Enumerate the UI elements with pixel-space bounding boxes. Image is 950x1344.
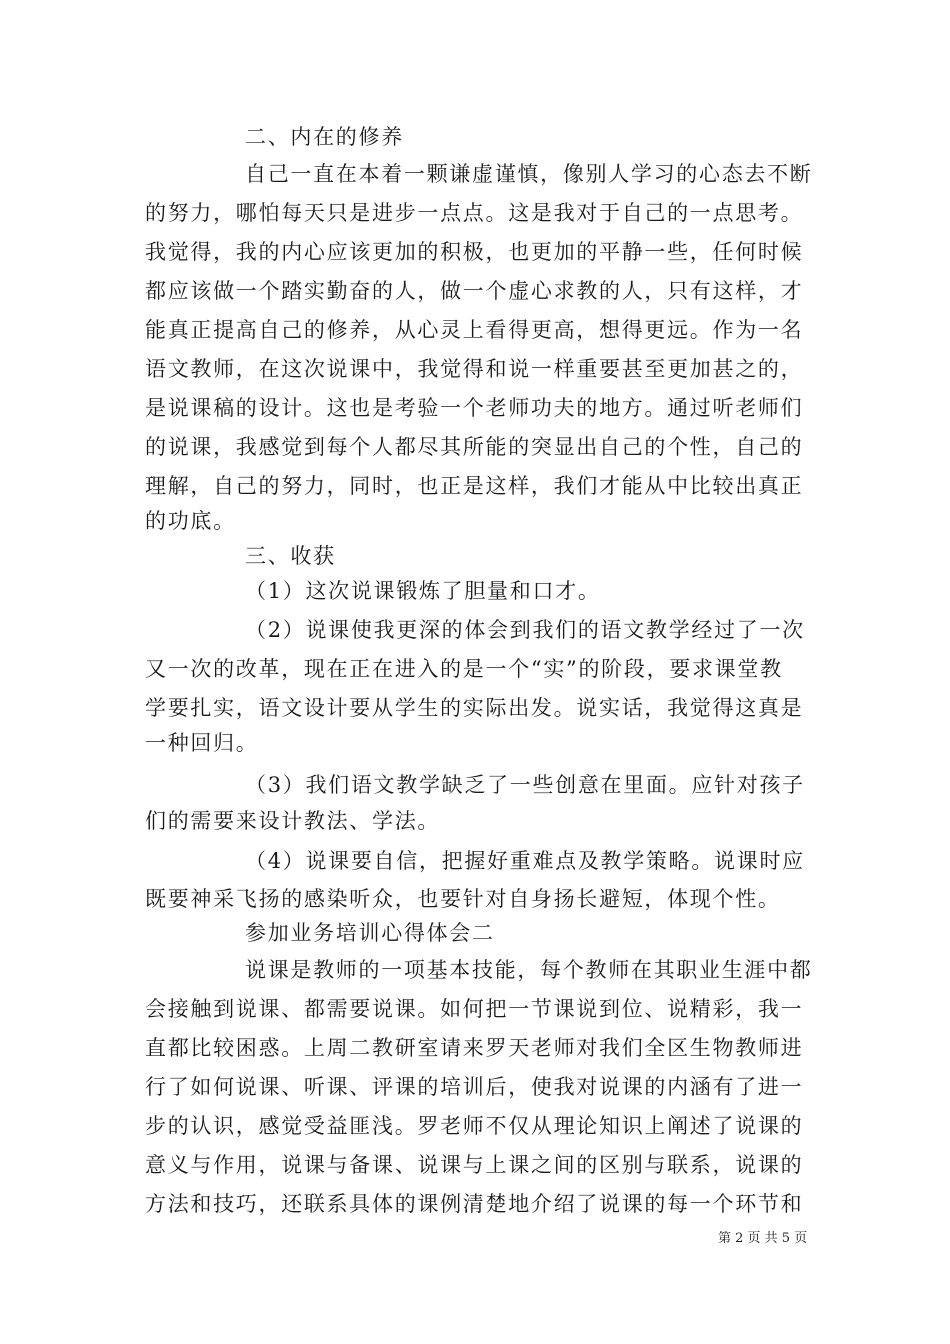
paragraph-line: 步的认识，感觉受益匪浅。罗老师不仅从理论知识上阐述了说课的 [145,1114,804,1138]
paragraph-line: 的努力，哪怕每天只是进步一点点。这是我对于自己的一点思考。 [145,201,804,225]
paragraph-line: 直都比较困惑。上周二教研室请来罗天老师对我们全区生物教师进 [145,1036,804,1060]
paragraph-line: 自己一直在本着一颗谦虚谨慎，像别人学习的心态去不断 [245,162,813,186]
list-item-4: （4）说课要自信，把握好重难点及教学策略。说课时应 [245,849,805,873]
section-heading-inner-cultivation: 二、内在的修养 [245,125,404,149]
paragraph-line: 既要神采飞扬的感染听众，也要针对自身扬长避短，体现个性。 [145,887,781,911]
paragraph-line: 意义与作用，说课与备课、说课与上课之间的区别与联系，说课的 [145,1153,804,1177]
paragraph-line: 我觉得，我的内心应该更加的积极，也更加的平静一些，任何时候 [145,240,804,264]
list-item-3: （3）我们语文教学缺乏了一些创意在里面。应针对孩子 [245,773,805,797]
paragraph-line: 能真正提高自己的修养，从心灵上看得更高，想得更远。作为一名 [145,318,804,342]
page-number-footer: 第 2 页 共 5 页 [718,1231,808,1246]
paragraph-line: 会接触到说课、都需要说课。如何把一节课说到位、说精彩，我一 [145,997,804,1021]
section-heading-training-notes-2: 参加业务培训心得体会二 [245,921,495,945]
paragraph-line: 理解，自己的努力，同时，也正是这样，我们才能从中比较出真正 [145,474,804,498]
paragraph-line: 一种回归。 [145,731,259,755]
paragraph-line: 们的需要来设计教法、学法。 [145,809,441,833]
paragraph-line: 学要扎实，语文设计要从学生的实际出发。说实话，我觉得这真是 [145,696,804,720]
paragraph-line: 行了如何说课、听课、评课的培训后，使我对说课的内涵有了进一 [145,1075,804,1099]
paragraph-line: 的功底。 [145,509,236,533]
paragraph-line: 语文教师，在这次说课中，我觉得和说一样重要甚至更加甚之的， [145,357,804,381]
paragraph-line: 方法和技巧，还联系具体的课例清楚地介绍了说课的每一个环节和 [145,1192,804,1216]
paragraph-line: 又一次的改革，现在正在进入的是一个“实”的阶段，要求课堂教 [145,657,783,681]
paragraph-line: 的说课，我感觉到每个人都尽其所能的突显出自己的个性，自己的 [145,435,804,459]
section-heading-gains: 三、收获 [245,544,336,568]
list-item-2: （2）说课使我更深的体会到我们的语文教学经过了一次 [245,618,805,642]
list-item-1: （1）这次说课锻炼了胆量和口才。 [245,579,601,603]
paragraph-line: 是说课稿的设计。这也是考验一个老师功夫的地方。通过听老师们 [145,396,804,420]
paragraph-line: 都应该做一个踏实勤奋的人，做一个虚心求教的人，只有这样，才 [145,279,804,303]
paragraph-line: 说课是教师的一项基本技能，每个教师在其职业生涯中都 [245,958,813,982]
